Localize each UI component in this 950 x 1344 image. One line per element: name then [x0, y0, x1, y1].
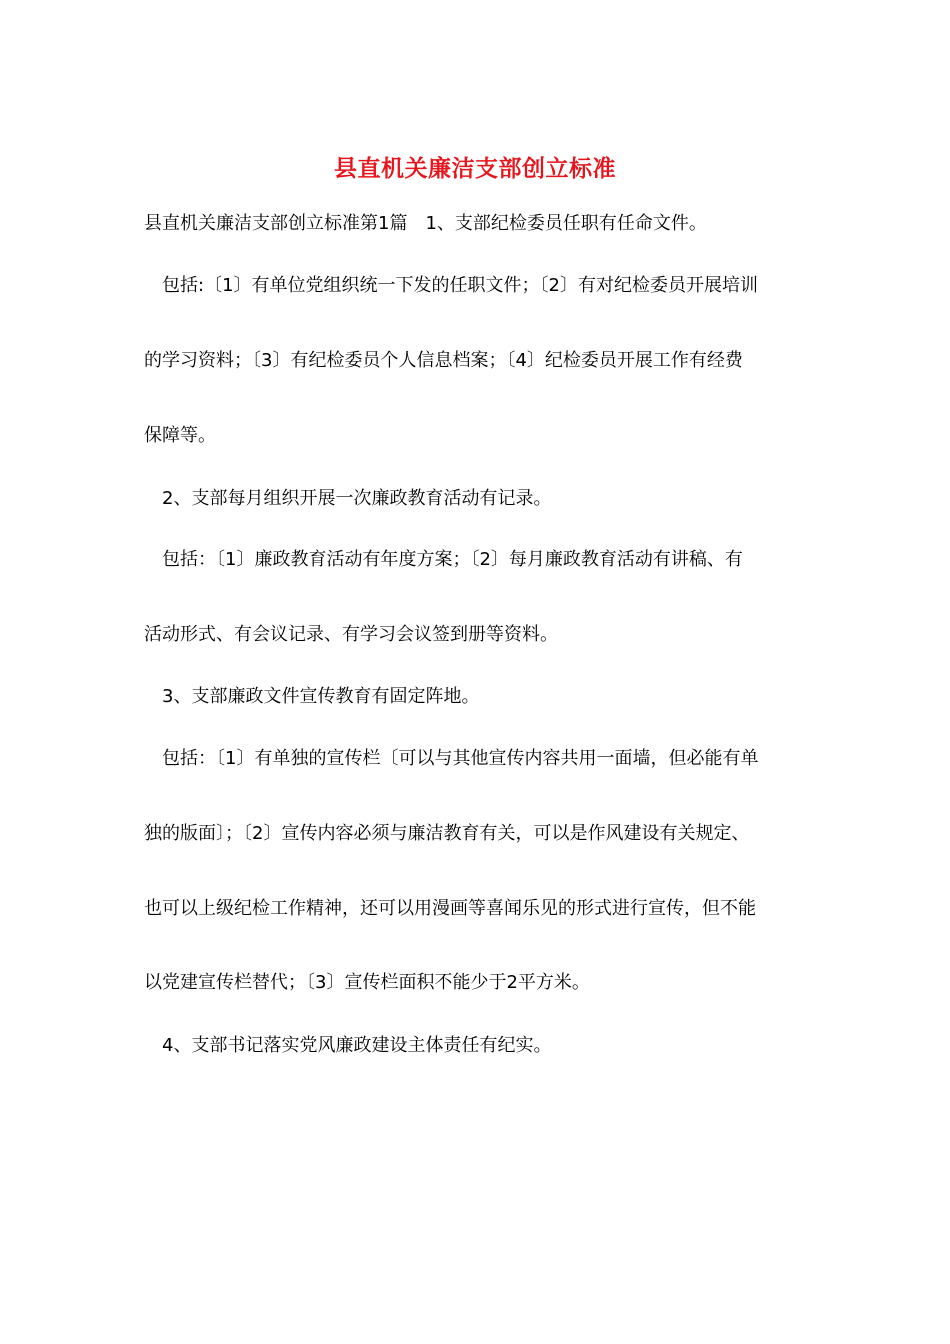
paragraph-line-12: 以党建宣传栏替代；〔3〕宣传栏面积不能少于2平方米。: [144, 972, 590, 993]
paragraph-line-13: 4、支部书记落实党风廉政建设主体责任有纪实。: [162, 1035, 552, 1056]
paragraph-line-11: 也可以上级纪检工作精神，还可以用漫画等喜闻乐见的形式进行宣传，但不能: [144, 898, 756, 919]
paragraph-line-6: 包括：〔1〕廉政教育活动有年度方案；〔2〕每月廉政教育活动有讲稿、有: [162, 549, 743, 570]
paragraph-line-9: 包括：〔1〕有单独的宣传栏〔可以与其他宣传内容共用一面墙，但必能有单: [162, 748, 759, 769]
paragraph-line-7: 活动形式、有会议记录、有学习会议签到册等资料。: [144, 624, 558, 645]
paragraph-line-2: 包括:〔1〕有单位党组织统一下发的任职文件；〔2〕有对纪检委员开展培训: [162, 275, 758, 296]
paragraph-line-3: 的学习资料；〔3〕有纪检委员个人信息档案；〔4〕纪检委员开展工作有经费: [144, 350, 743, 371]
document-title: 县直机关廉洁支部创立标准: [334, 156, 616, 182]
paragraph-line-5: 2、支部每月组织开展一次廉政教育活动有记录。: [162, 488, 552, 509]
paragraph-line-10: 独的版面〕；〔2〕宣传内容必须与廉洁教育有关，可以是作风建设有关规定、: [144, 823, 750, 844]
paragraph-line-1: 县直机关廉洁支部创立标准第1篇 1、支部纪检委员任职有任命文件。: [144, 213, 707, 234]
paragraph-line-4: 保障等。: [144, 425, 216, 446]
paragraph-line-8: 3、支部廉政文件宣传教育有固定阵地。: [162, 686, 480, 707]
